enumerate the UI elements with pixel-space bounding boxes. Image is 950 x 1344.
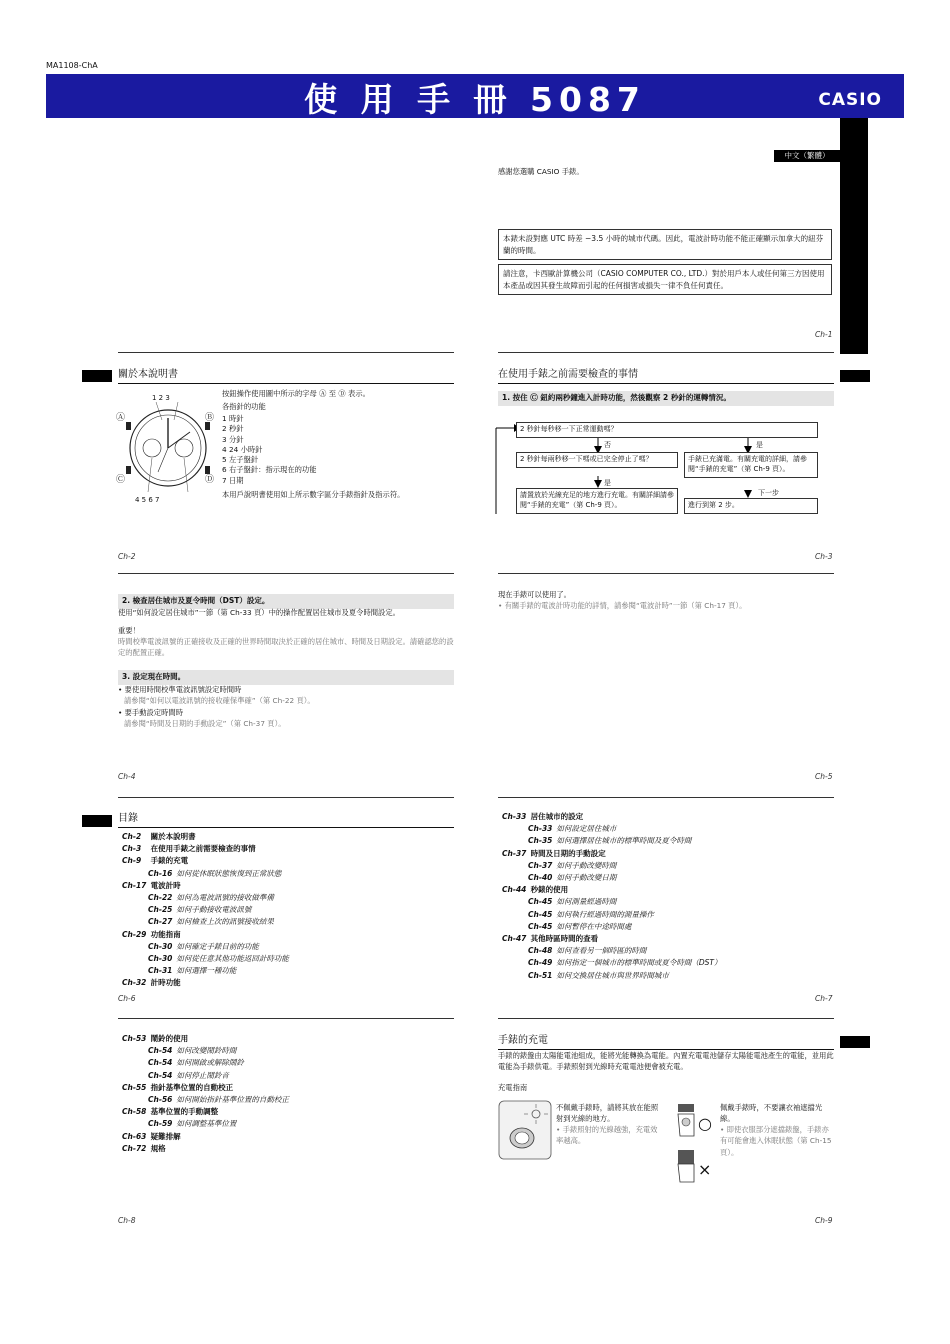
toc-entry [122,1143,289,1155]
section-heading: 關於本說明書 [118,368,454,384]
toc-title: 功能指南 [150,929,181,939]
section-heading: 在使用手錶之前需要檢查的事情 [498,368,834,384]
toc-entry [502,872,722,884]
bullet-radio-sync-ref: 請參閱“如何以電波訊號的接收確保準確”（第 Ch-22 頁）。 [124,696,315,705]
toc-title: 如何從任意其他功能返回計時功能 [176,954,289,964]
toc-page-ref: Ch-29 [122,929,147,939]
manual-title: 使 用 手 冊 5087 [304,80,646,119]
toc-page-ref: Ch-51 [528,970,553,980]
toc-page-ref: Ch-32 [122,978,147,988]
title-banner [46,74,904,118]
divider [498,573,834,574]
toc-entry [122,868,289,880]
toc-page-ref: Ch-59 [148,1119,173,1129]
page-number: Ch-5 [815,772,833,781]
function-item: 5 左子盤針 [222,455,259,465]
toc-title: 如何停止鬧鈴音 [176,1070,229,1080]
charging-guide-label: 充電指南 [498,1083,528,1092]
toc-page-ref: Ch-27 [148,917,173,927]
toc-entry [502,896,722,908]
page-number: Ch-3 [815,552,833,561]
toc-title: 如何指定一個城市的標準時間或夏令時間（DST） [556,958,722,968]
toc-page-ref: Ch-3 [122,844,142,854]
toc-entry [122,843,289,855]
toc-page-ref: Ch-30 [148,954,173,964]
casio-logo: CASIO [818,90,882,110]
toc-page-ref: Ch-30 [148,941,173,951]
toc-title: 如何選擇一種功能 [176,966,237,976]
toc-page-ref: Ch-55 [122,1082,147,1092]
function-item: 4 24 小時針 [222,444,263,454]
page-number: Ch-2 [118,552,136,561]
divider [118,797,454,798]
toc-title: 如何開啟或解除鬧鈴 [176,1058,244,1068]
bullet-manual-set-ref: 請參閱“時間及日期的手動設定”（第 Ch-37 頁）。 [124,719,286,728]
divider [498,352,834,353]
section-tab [840,370,870,382]
toc-title: 疑難排解 [150,1131,181,1141]
toc-entry [502,945,722,957]
toc-page-ref: Ch-35 [528,836,553,846]
flow-charge-box: 請置放於光線充足的地方進行充電。有關詳細請參閱“手錶的充電”（第 Ch-9 頁）。 [516,488,678,514]
toc-page-ref: Ch-63 [122,1131,147,1141]
toc-entry [122,1118,289,1130]
toc-page-ref: Ch-72 [122,1143,147,1153]
toc-entry [122,965,289,977]
toc-list [122,1033,289,1155]
toc-title: 如何開始指針基準位置的自動校正 [176,1095,289,1105]
toc-page-ref: Ch-45 [528,921,553,931]
flow-fully-charged-box: 手錶已充滿電。有關充電的詳細，請參閱“手錶的充電”（第 Ch-9 頁）。 [684,452,818,478]
toc-entry [122,1033,289,1045]
toc-title: 如何為電波訊號的接收做準備 [176,893,274,903]
toc-title: 如何選擇居住城市的標準時間及夏令時間 [556,836,692,846]
toc-title: 居住城市的設定 [530,812,584,821]
sleeve-covered-illustration [674,1148,700,1184]
liability-note-box: 請注意，卡西歐計算機公司（CASIO COMPUTER CO., LTD.）對於用戶本人或任何第三方因使用本產品或因其發生故障而引起的任何損害或損失一律不負任何責任。 [498,264,832,295]
toc-title: 如何執行經過時間的測量操作 [556,909,654,919]
toc-page-ref: Ch-16 [148,868,173,878]
toc-title: 如何手動改變日期 [556,873,617,883]
toc-page-ref: Ch-17 [122,880,147,890]
toc-title: 如何手動接收電波訊號 [176,905,252,915]
page-number: Ch-9 [815,1216,833,1225]
section-tab [82,370,112,382]
important-label: 重要！ [118,626,140,635]
function-item: 6 右子盤針：指示現在的功能 [222,465,317,475]
toc-entry [502,909,722,921]
toc-entry [122,953,289,965]
radio-timekeeping-ref: • 有關手錶的電波計時功能的詳情，請參閱“電波計時”一節（第 Ch-17 頁）。 [498,601,747,610]
function-title: 各指針的功能 [222,402,266,411]
button-c-label: Ⓒ [116,475,126,485]
toc-title: 規格 [150,1143,166,1153]
ng-mark-icon: × [698,1160,712,1179]
toc-page-ref: Ch-2 [122,832,142,841]
toc-heading: 目錄 [118,812,454,828]
toc-entry [122,941,289,953]
toc-title: 如何手動改變時間 [556,860,617,870]
step-3-bar: 3. 設定現在時間。 [118,670,454,685]
toc-page-ref: Ch-25 [148,905,173,915]
toc-entry [122,1094,289,1106]
toc-title: 基準位置的手動調整 [150,1107,219,1117]
function-list [222,414,317,486]
toc-page-ref: Ch-49 [528,958,553,968]
thanks-text: 感謝您選購 CASIO 手錶。 [498,167,584,176]
guide-on-wrist-text: 佩戴手錶時，不要讓衣袖遮擋光線。 [720,1103,823,1124]
toc-entry [122,916,289,928]
toc-page-ref: Ch-37 [502,848,527,858]
toc-page-ref: Ch-54 [148,1046,173,1056]
flow-next-label: 下一步 [758,489,779,497]
toc-title: 秒錶的使用 [530,885,569,895]
hand-labels-top: 1 2 3 [152,394,170,402]
toc-entry [122,929,289,941]
toc-page-ref: Ch-44 [502,885,527,895]
toc-title: 如何調整基準位置 [176,1119,237,1129]
toc-title: 在使用手錶之前需要檢查的事情 [150,844,256,854]
toc-title: 其他時區時間的查看 [530,934,599,944]
toc-page-ref: Ch-33 [502,812,527,821]
toc-entry [502,970,722,982]
toc-entry [122,831,289,843]
toc-entry [122,880,289,892]
toc-entry [122,892,289,904]
toc-entry [502,933,722,945]
toc-entry [122,977,289,989]
divider [498,797,834,798]
toc-entry [122,1106,289,1118]
toc-title: 如何測量經過時間 [556,897,617,907]
function-item: 3 分針 [222,434,244,444]
toc-title: 如何暫停在中途時間處 [556,921,632,931]
step-2-text: 使用“如何設定居住城市”一節（第 Ch-33 頁）中的操作配置居住城市及夏令時間設定。 [118,608,400,617]
section-tab [840,1036,870,1048]
toc-title: 如何檢查上次的訊號接收結果 [176,917,274,927]
toc-page-ref: Ch-56 [148,1095,173,1105]
page-number: Ch-4 [118,772,136,781]
sleeve-clear-illustration [674,1102,700,1140]
utc-note-box: 本錶未設對應 UTC 時差 −3.5 小時的城市代碼。因此，電波計時功能不能正確顯示加拿大的紐芬蘭的時間。 [498,229,832,260]
toc-entry [122,1131,289,1143]
flow-go-step-2: 進行到第 2 步。 [684,498,818,514]
side-marker-bar [840,118,868,354]
section-tab [82,815,112,827]
toc-page-ref: Ch-37 [528,860,553,870]
toc-entry [502,921,722,933]
toc-entry [502,848,722,860]
watch-diagram [118,392,218,504]
toc-entry [122,855,289,867]
step-1-bar: 1. 按住 Ⓒ 鈕約兩秒鐘進入計時功能，然後觀察 2 秒針的運轉情況。 [498,391,834,406]
button-d-label: Ⓓ [205,475,215,485]
toc-page-ref: Ch-58 [122,1107,147,1117]
toc-entry [502,884,722,896]
toc-page-ref: Ch-48 [528,946,553,956]
page-number: Ch-1 [815,330,833,339]
toc-entry [122,1070,289,1082]
hand-labels-bottom: 4 5 6 7 [135,496,160,504]
toc-list [502,811,722,982]
divider [498,1018,834,1019]
flow-question-2: 2 秒針每兩秒移一下嗎或已完全停止了嗎？ [516,452,678,468]
hand-notation-note: 本用戶說明書使用如上所示數字區分手錶指針及指示符。 [222,490,405,499]
flow-yes-label: 是 [604,479,611,487]
toc-page-ref: Ch-22 [148,893,173,903]
flow-question-1: 2 秒針每秒移一下正常運動嗎？ [516,422,818,438]
toc-title: 手錶的充電 [150,856,189,866]
function-item: 2 秒針 [222,424,244,434]
divider [118,573,454,574]
toc-title: 計時功能 [150,978,181,988]
page-number: Ch-8 [118,1216,136,1225]
toc-page-ref: Ch-33 [528,824,553,834]
toc-page-ref: Ch-40 [528,873,553,883]
toc-entry [122,1057,289,1069]
important-text: 時間校準電波訊號的正確接收及正確的世界時間取決於正確的居住城市、時間及日期設定。請確認您的設定的配置正確。 [118,637,454,658]
toc-entry [122,1082,289,1094]
toc-entry [502,957,722,969]
toc-page-ref: Ch-54 [148,1058,173,1068]
toc-title: 如何查看另一個時區的時間 [556,946,647,956]
toc-title: 時間及日期的手動設定 [530,848,606,858]
toc-title: 電波計時 [150,880,181,890]
toc-entry [502,811,722,823]
document-code: MA1108-ChA [46,61,98,70]
toc-page-ref: Ch-53 [122,1034,147,1043]
toc-title: 指針基準位置的自動校正 [150,1082,234,1092]
toc-entry [122,904,289,916]
toc-list [122,831,289,990]
toc-page-ref: Ch-45 [528,897,553,907]
page-number: Ch-7 [815,994,833,1003]
guide-on-wrist-note: • 即使衣服部分遮擋錶盤，手錶亦有可能會進入休眠狀態（第 Ch-15 頁）。 [720,1125,832,1157]
toc-entry [122,1045,289,1057]
toc-title: 如何交換居住城市與世界時間城市 [556,970,669,980]
guide-off-wrist-note: • 手錶照射的光線越強，充電效率越高。 [556,1125,658,1146]
toc-entry [502,860,722,872]
toc-entry [502,835,722,847]
section-heading: 手錶的充電 [498,1034,834,1050]
bullet-manual-set: • 要手動設定時間時 [118,708,183,717]
divider [118,1018,454,1019]
guide-off-wrist-text: 不佩戴手錶時，請將其放在能照射到光線的地方。 [556,1103,659,1124]
toc-title: 如何從休眠狀態恢復到正常狀態 [176,868,282,878]
ok-mark-icon: ○ [698,1114,712,1133]
divider [118,352,454,353]
flow-no-label: 否 [604,441,611,449]
ready-text: 現在手錶可以使用了。 [498,590,571,599]
toc-title: 如何改變鬧鈴時間 [176,1046,237,1056]
watch-in-light-illustration [498,1100,552,1160]
toc-title: 鬧鈴的使用 [150,1034,189,1043]
toc-title: 如何設定居住城市 [556,824,617,834]
toc-page-ref: Ch-47 [502,934,527,944]
toc-page-ref: Ch-45 [528,909,553,919]
page-number: Ch-6 [118,994,136,1003]
charging-intro: 手錶的錶盤由太陽能電池組成，能將光能轉換為電能。內置充電電池儲存太陽能電池產生的電能，並用此電能為手錶供電。手錶照射到光線時充電電池便會被充電。 [498,1051,834,1072]
toc-title: 如何確定手錶目前的功能 [176,941,259,951]
button-b-label: Ⓑ [205,413,215,423]
toc-page-ref: Ch-9 [122,856,142,866]
toc-entry [502,823,722,835]
step-2-bar: 2. 檢查居住城市及夏令時間（DST）設定。 [118,594,454,609]
flow-yes-label: 是 [756,441,763,449]
language-tab: 中文（繁體） [774,150,840,162]
toc-page-ref: Ch-54 [148,1070,173,1080]
toc-title: 關於本說明書 [150,832,196,841]
button-a-label: Ⓐ [116,413,126,423]
button-intro: 按鈕操作使用圖中所示的字母 Ⓐ 至 Ⓓ 表示。 [222,389,370,398]
bullet-radio-sync: • 要使用時間校準電波訊號設定時間時 [118,685,242,694]
toc-page-ref: Ch-31 [148,966,173,976]
function-item: 1 時針 [222,414,244,423]
function-item: 7 日期 [222,475,244,485]
